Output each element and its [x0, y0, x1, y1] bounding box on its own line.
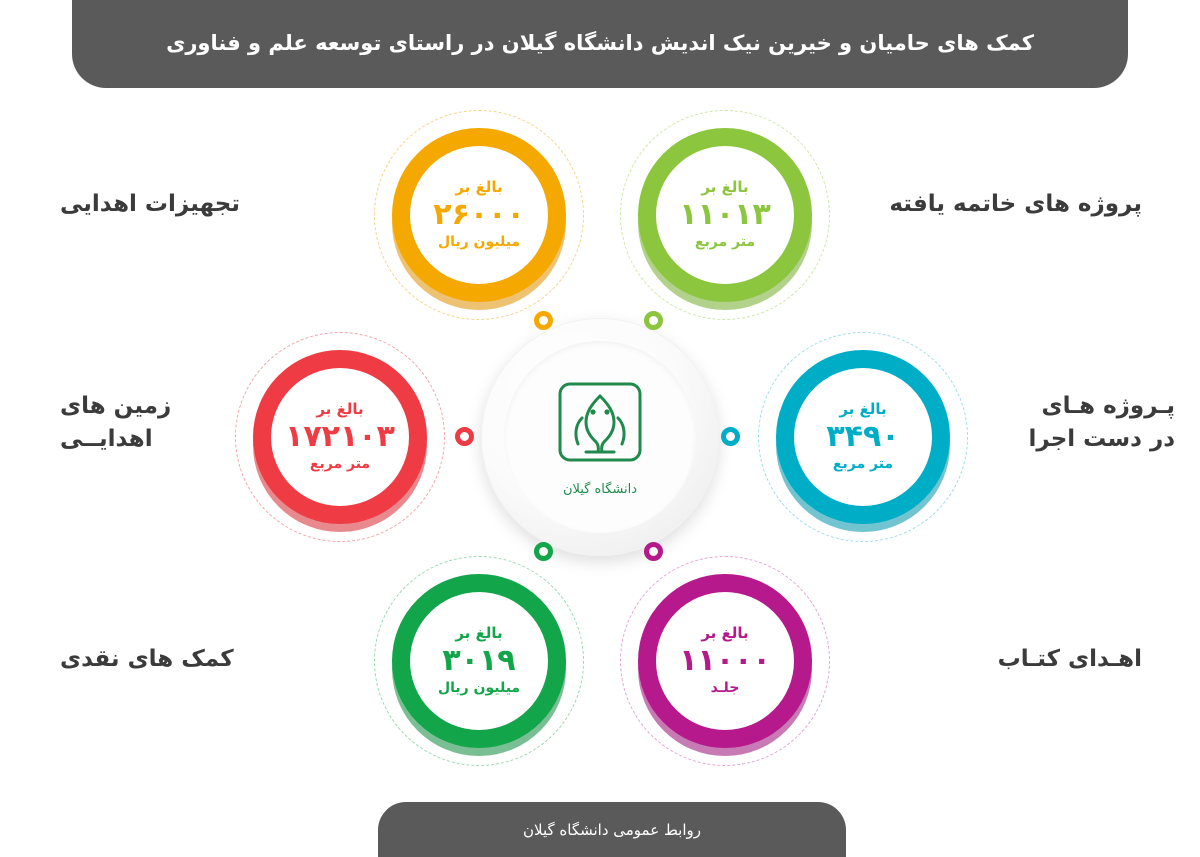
node-prefix: بالغ بر [701, 178, 749, 197]
connector-dot-ongoing-projects [721, 427, 740, 446]
node-value: ۳۴۹۰ [826, 418, 900, 454]
node-prefix: بالغ بر [455, 178, 503, 197]
node-cash-donations[interactable] [374, 556, 584, 766]
university-logo-caption: دانشگاه گیلان [562, 481, 638, 497]
node-unit: میلیون ریال [437, 234, 521, 251]
connector-dot-donated-lands [455, 427, 474, 446]
node-value: ۱۱۰۰۰ [679, 642, 771, 678]
node-label-line-2: اهدایــی [60, 426, 153, 453]
node-value: ۱۷۲۱۰۳ [285, 418, 395, 454]
node-label-line-1: پـروژه هـای [1041, 393, 1175, 419]
node-label-donated-equipment: تجهیزات اهدایی [60, 191, 241, 217]
node-donated-equipment[interactable] [374, 110, 584, 320]
node-completed-projects[interactable] [620, 110, 830, 320]
ring-inner [656, 146, 794, 284]
ring-inner [410, 592, 548, 730]
ring-inner [656, 592, 794, 730]
node-unit: جلـد [710, 680, 740, 697]
node-label-book-donations: اهـدای کتـاب [997, 646, 1142, 672]
node-ongoing-projects[interactable] [758, 332, 968, 542]
node-value: ۱۱۰۱۳ [679, 196, 771, 232]
ring-inner [794, 368, 932, 506]
node-label-line-2: در دست اجرا [1028, 426, 1175, 453]
university-logo-icon [540, 372, 660, 502]
node-unit: متر مربع [832, 456, 894, 473]
node-prefix: بالغ بر [455, 624, 503, 643]
footer-credit: روابط عمومی دانشگاه گیلان [522, 820, 702, 839]
center-hub [481, 318, 719, 556]
connector-dot-book-donations [644, 542, 663, 561]
header-bar [72, 0, 1128, 88]
connector-dot-cash-donations [534, 542, 553, 561]
footer-bar [378, 802, 846, 857]
node-value: ۲۶۰۰۰ [433, 196, 525, 232]
node-label-completed-projects: پروژه های خاتمه یافته [889, 191, 1142, 217]
node-unit: متر مربع [309, 456, 371, 473]
node-unit: متر مربع [694, 234, 756, 251]
node-label-cash-donations: کمک های نقدی [60, 646, 234, 672]
ring-inner [271, 368, 409, 506]
node-unit: میلیون ریال [437, 680, 521, 697]
node-donated-lands[interactable] [235, 332, 445, 542]
node-value: ۳۰۱۹ [442, 642, 516, 678]
center-hub-inner [504, 341, 696, 533]
node-prefix: بالغ بر [839, 400, 887, 419]
connector-dot-completed-projects [644, 311, 663, 330]
node-book-donations[interactable] [620, 556, 830, 766]
connector-dot-donated-equipment [534, 311, 553, 330]
ring-inner [410, 146, 548, 284]
page-title: کمک های حامیان و خیرین نیک اندیش دانشگاه گیلان در راستای توسعه علم و فناوری [166, 31, 1034, 56]
node-label-line-1: زمین های [60, 393, 172, 419]
node-prefix: بالغ بر [701, 624, 749, 643]
node-prefix: بالغ بر [316, 400, 364, 419]
node-label-ongoing-projects [985, 390, 1175, 457]
node-label-donated-lands [60, 390, 220, 457]
